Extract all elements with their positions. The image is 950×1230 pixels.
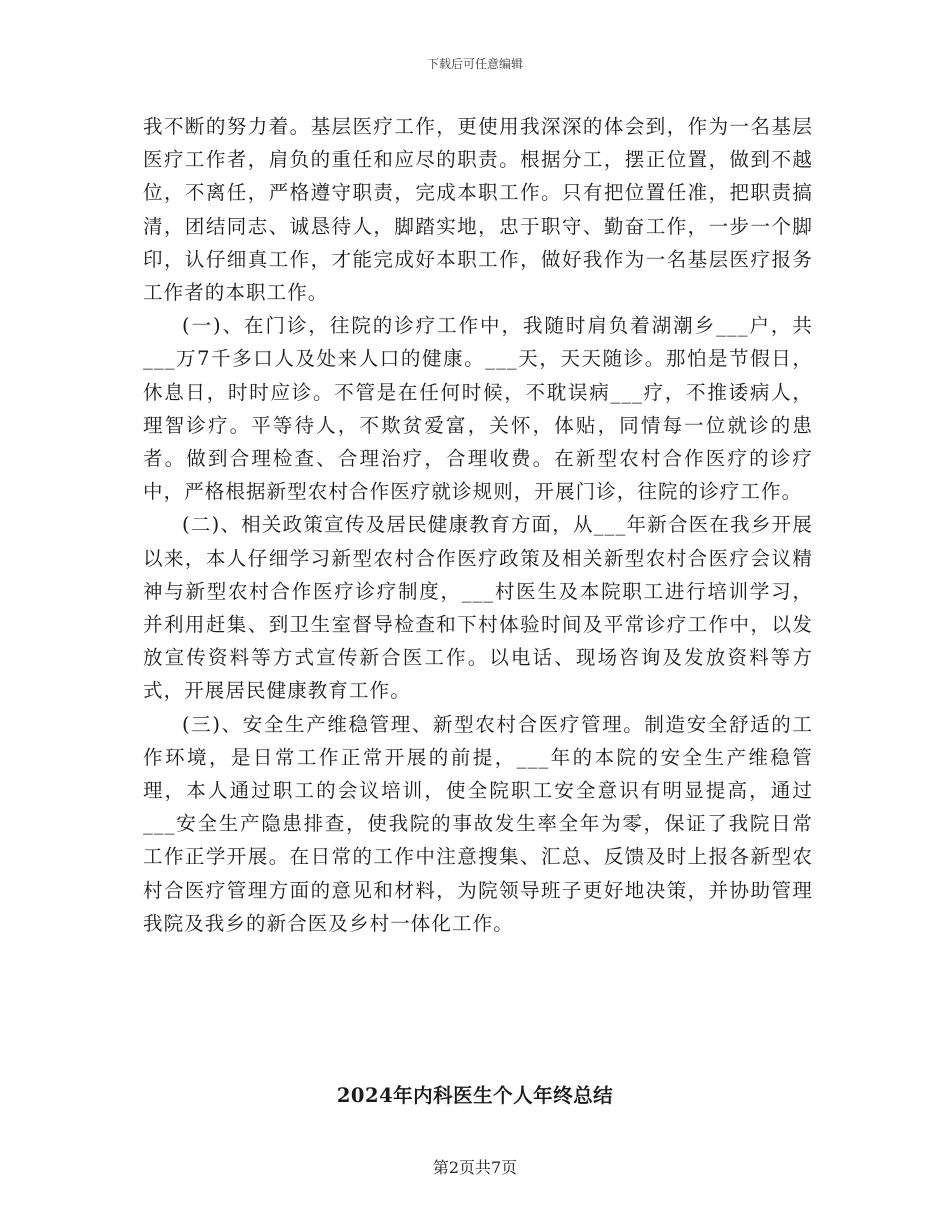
page-number-footer: 第2页共7页 (432, 1158, 518, 1177)
next-document-title: 2024年内科医生个人年终总结 (336, 1084, 614, 1107)
page-header-note: 下载后可任意编辑 (426, 57, 523, 71)
document-body (143, 110, 813, 940)
paragraph-section-2: (二)、相关政策宣传及居民健康教育方面，从___年新合医在我乡开展以来，本人仔细学习新型农村合作医疗政策及相关新型农村合医疗会议精神与新型农村合作医疗诊疗制度，___村医生及本院职工进行培训学习，并利用赶集、到卫生室督导检查和下村体验时间及平常诊疗工作中，以发放宣传资料等方式宣传新合医工作。以电话、现场咨询及发放资料等方式，开展居民健康教育工作。 (143, 513, 813, 703)
paragraph-section-3: (三)、安全生产维稳管理、新型农村合医疗管理。制造安全舒适的工作环境，是日常工作正常开展的前提，___年的本院的安全生产维稳管理，本人通过职工的会议培训，使全院职工安全意识有明显提高，通过___安全生产隐患排查，使我院的事故发生率全年为零，保证了我院日常工作正学开展。在日常的工作中注意搜集、汇总、反馈及时上报各新型农村合医疗管理方面的意见和材料，为院领导班子更好地决策，并协助管理我院及我乡的新合医及乡村一体化工作。 (143, 712, 813, 935)
paragraph-intro: 我不断的努力着。基层医疗工作，更使用我深深的体会到，作为一名基层医疗工作者，肩负的重任和应尽的职责。根据分工，摆正位置，做到不越位，不离任，严格遵守职责，完成本职工作。只有把位置任准，把职责搞清，团结同志、诚恳待人，脚踏实地，忠于职守、勤奋工作，一步一个脚印，认仔细真工作，才能完成好本职工作，做好我作为一名基层医疗报务工作者的本职工作。 (143, 115, 813, 305)
paragraph-section-1: (一)、在门诊，往院的诊疗工作中，我随时肩负着湖潮乡___户，共___万7千多口人及处来人口的健康。___天，天天随诊。那怕是节假日，休息日，时时应诊。不管是在任何时候，不耽误病___疗，不推诿病人，理智诊疗。平等待人，不欺贫爱富，关怀，体贴，同情每一位就诊的患者。做到合理检查、合理治疗，合理收费。在新型农村合作医疗的诊疗中，严格根据新型农村合作医疗就诊规则，开展门诊，往院的诊疗工作。 (143, 314, 813, 504)
